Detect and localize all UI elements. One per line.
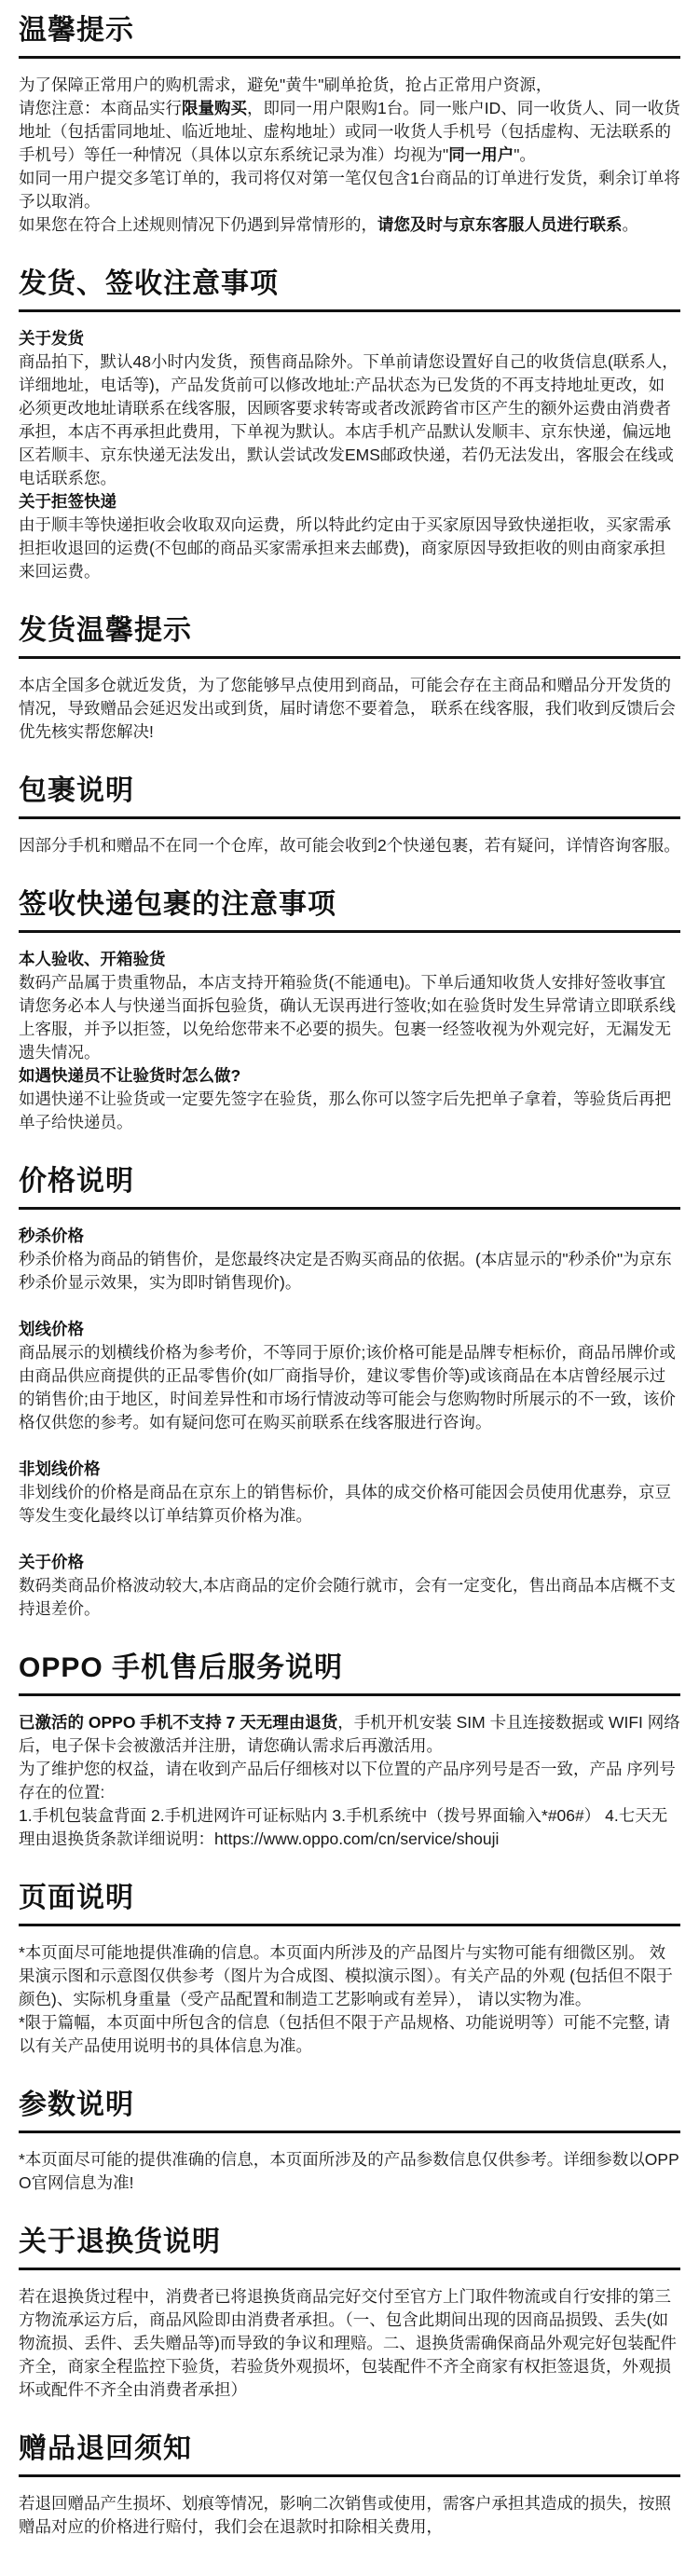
- notice-section: [19, 1651, 680, 1851]
- section-divider: [19, 2474, 680, 2477]
- paragraph: [19, 213, 680, 237]
- paragraph: [19, 1574, 680, 1621]
- emphasis-text-run: 本人验收、开箱验货: [19, 950, 166, 968]
- notice-section: [19, 2432, 680, 2539]
- notice-section: [19, 13, 680, 237]
- section-heading: 页面说明: [19, 1883, 134, 1913]
- notice-section: [19, 613, 680, 744]
- section-divider: [19, 1693, 680, 1696]
- section-divider: [19, 2131, 680, 2133]
- section-heading: 赠品退回须知: [19, 2433, 192, 2464]
- emphasis-text-run: 划线价格: [19, 1320, 84, 1338]
- section-heading: 温馨提示: [19, 15, 134, 46]
- section-divider: [19, 56, 680, 59]
- paragraph: [19, 1248, 680, 1295]
- text-run: 如遇快递不让验货或一定要先签字在验货，那么你可以签字后先把单子拿着，等验货后再把单子给快递员。: [19, 1089, 671, 1131]
- subsection-title: [19, 1064, 680, 1088]
- notice-section: [19, 1164, 680, 1621]
- section-divider: [19, 309, 680, 312]
- paragraph: [19, 167, 680, 213]
- paragraph: [19, 1341, 680, 1434]
- text-run: "。: [514, 145, 536, 164]
- subsection-title: [19, 490, 680, 514]
- text-run: ，即同一用户限购1台。同一账户ID、同一收货人、同一收货地址（包括雷同地址、临近地址、虚构地址）或同一收货人手机号（包括虚构、无法联系的手机号）等任一种情况（具体以京东系统记录为准）均视为": [19, 99, 680, 164]
- emphasis-text-run: 限量购买: [182, 99, 247, 117]
- section-divider: [19, 930, 680, 933]
- section-divider: [19, 1924, 680, 1926]
- paragraph: [19, 514, 680, 583]
- paragraph: [19, 2011, 680, 2058]
- section-heading: 参数说明: [19, 2090, 134, 2120]
- notice-section: [19, 2225, 680, 2402]
- text-run: 为了保障正常用户的购机需求，避免"黄牛"刷单抢货，抢占正常用户资源，: [19, 75, 553, 94]
- paragraph: [19, 350, 680, 490]
- emphasis-text-run: 请您及时与京东客服人员进行联系: [377, 215, 623, 234]
- paragraph: [19, 1941, 680, 2011]
- emphasis-text-run: 如遇快递员不让验货时怎么做?: [19, 1066, 241, 1085]
- subsection-title: [19, 327, 680, 350]
- text-run: 数码产品属于贵重物品，本店支持开箱验货(不能通电)。下单后通知收货人安排好签收事宜请您务必本人与快递当面拆包验货，确认无误再进行签收;如在验货时发生异常请立即联系线上客服，并予以拒签，以免给您带来不必要的损失。包裹一经签收视为外观完好，无漏发无遗失情况。: [19, 973, 676, 1062]
- text-run: 。: [622, 215, 638, 234]
- text-run: 非划线价的价格是商品在京东上的销售标价，具体的成交价格可能因会员使用优惠券，京豆等发生变化最终以订单结算页价格为准。: [19, 1483, 671, 1525]
- notice-section: [19, 774, 680, 857]
- text-run: *本页面尽可能地提供准确的信息。本页面内所涉及的产品图片与实物可能有细微区别。 效果演示图和示意图仅供参考（图片为合成图、模拟演示图）。有关产品的外观 (包括但不限于颜色)、实际机身重量（受产品配置和制造工艺影响或有差异）， 请以实物为准。: [19, 1943, 673, 2008]
- paragraph: [19, 2285, 680, 2402]
- text-run: 商品展示的划横线价格为参考价，不等同于原价;该价格可能是品牌专柜标价，商品吊牌价或由商品供应商提供的正品零售价(如厂商指导价，建议零售价等)或该商品在本店曾经展示过的销售价;由于地区，时间差异性和市场行情波动等可能会与您购物时所展示的不一致，该价格仅供您的参考。如有疑问您可在购买前联系在线客服进行咨询。: [19, 1343, 676, 1432]
- text-run: 如同一用户提交多笔订单的，我司将仅对第一笔仅包含1台商品的订单进行发货，剩余订单将予以取消。: [19, 169, 680, 211]
- text-run: 为了维护您的权益，请在收到产品后仔细核对以下位置的产品序列号是否一致，产品 序列号存在的位置:: [19, 1760, 676, 1802]
- section-divider: [19, 1207, 680, 1210]
- paragraph: [19, 1711, 680, 1758]
- section-heading: 价格说明: [19, 1166, 134, 1197]
- paragraph: [19, 74, 680, 97]
- emphasis-text-run: 非划线价格: [19, 1459, 101, 1478]
- text-run: 商品拍下，默认48小时内发货，预售商品除外。下单前请您设置好自己的收货信息(联系人，详细地址，电话等)，产品发货前可以修改地址:产品状态为已发货的不再支持地址更改，如必须更改地址请联系在线客服，因顾客要求转寄或者改派跨省市区产生的额外运费由消费者承担，本店不再承担此费用，下单视为默认。本店手机产品默认发顺丰、京东快递，偏远地区若顺丰、京东快递无法发出，默认尝试改发EMS邮政快递，若仍无法发出，客服会在线或电话联系您。: [19, 352, 678, 487]
- subsection-title: [19, 1225, 680, 1248]
- subsection-title: [19, 1551, 680, 1574]
- subsection-title: [19, 1458, 680, 1481]
- text-run: 本店全国多仓就近发货，为了您能够早点使用到商品，可能会存在主商品和赠品分开发货的情况，导致赠品会延迟发出或到货，届时请您不要着急， 联系在线客服，我们收到反馈后会优先核实帮您解决!: [19, 676, 676, 741]
- paragraph: [19, 97, 680, 167]
- paragraph: [19, 971, 680, 1064]
- section-heading: 发货温馨提示: [19, 615, 192, 646]
- emphasis-text-run: 已激活的 OPPO 手机不支持 7 天无理由退货: [19, 1713, 338, 1732]
- emphasis-text-run: 关于发货: [19, 329, 84, 348]
- emphasis-text-run: 秒杀价格: [19, 1226, 84, 1245]
- section-heading: 包裹说明: [19, 775, 134, 806]
- oppo-service-url: https://www.oppo.com/cn/service/shouji: [214, 1829, 500, 1848]
- notice-section: [19, 1881, 680, 2058]
- text-run: ，手机开机安装 SIM 卡且连接数据或 WIFI 网络后，电子保卡会被激活并注册，请您确认需求后再激活用。: [19, 1713, 680, 1755]
- text-run: 数码类商品价格波动较大,本店商品的定价会随行就市，会有一定变化，售出商品本店概不支持退差价。: [19, 1576, 676, 1618]
- text-run: 若退回赠品产生损坏、划痕等情况，影响二次销售或使用，需客户承担其造成的损失，按照赠品对应的价格进行赔付，我们会在退款时扣除相关费用，: [19, 2494, 671, 2536]
- paragraph: [19, 1804, 680, 1851]
- paragraph: [19, 834, 680, 857]
- emphasis-text-run: 关于价格: [19, 1553, 84, 1571]
- notice-section: [19, 887, 680, 1134]
- text-run: 若在退换货过程中，消费者已将退换货商品完好交付至官方上门取件物流或自行安排的第三方物流承运方后，商品风险即由消费者承担。（一、包含此期间出现的因商品损毁、丢失(如物流损、丢件、丢失赠品等)而导致的争议和理赔。二、退换货需确保商品外观完好包装配件齐全，商家全程监控下验货，若验货外观损坏，包装配件不齐全商家有权拒签退货，外观损坏或配件不齐全由消费者承担）: [19, 2287, 677, 2399]
- text-run: *本页面尽可能的提供准确的信息，本页面所涉及的产品参数信息仅供参考。详细参数以OPPO官网信息为准!: [19, 2150, 679, 2192]
- subsection-title: [19, 1318, 680, 1341]
- notice-section: [19, 2088, 680, 2195]
- paragraph: [19, 2148, 680, 2195]
- section-heading: 发货、签收注意事项: [19, 268, 279, 299]
- paragraph: [19, 2492, 680, 2539]
- paragraph: [19, 1481, 680, 1528]
- section-heading: 关于退换货说明: [19, 2227, 221, 2257]
- text-run: 请您注意：本商品实行: [19, 99, 182, 117]
- section-divider: [19, 656, 680, 659]
- section-divider: [19, 2268, 680, 2270]
- text-run: 1.手机包装盒背面 2.手机进网许可证标贴内 3.手机系统中（拨号界面输入*#06#） 4.七天无理由退换货条款详细说明：: [19, 1806, 668, 1848]
- section-divider: [19, 816, 680, 819]
- section-heading: OPPO 手机售后服务说明: [19, 1652, 344, 1683]
- emphasis-text-run: 同一用户: [448, 145, 514, 164]
- text-run: 秒杀价格为商品的销售价，是您最终决定是否购买商品的依据。(本店显示的"秒杀价"为京东秒杀价显示效果，实为即时销售现价)。: [19, 1250, 672, 1292]
- paragraph: [19, 1758, 680, 1804]
- text-run: 如果您在符合上述规则情况下仍遇到异常情形的，: [19, 215, 377, 234]
- paragraph: [19, 674, 680, 744]
- text-run: *限于篇幅，本页面中所包含的信息（包括但不限于产品规格、功能说明等）可能不完整, 请以有关产品使用说明书的具体信息为准。: [19, 2013, 671, 2055]
- emphasis-text-run: 关于拒签快递: [19, 492, 116, 511]
- text-run: 因部分手机和赠品不在同一个仓库，故可能会收到2个快递包裹，若有疑问，详情咨询客服。: [19, 836, 680, 855]
- text-run: 由于顺丰等快递拒收会收取双向运费，所以特此约定由于买家原因导致快递拒收，买家需承担拒收退回的运费(不包邮的商品买家需承担来去邮费)，商家原因导致拒收的则由商家承担来回运费。: [19, 515, 671, 581]
- subsection-title: [19, 948, 680, 971]
- section-heading: 签收快递包裹的注意事项: [19, 889, 336, 920]
- paragraph: [19, 1088, 680, 1134]
- notice-section: [19, 267, 680, 583]
